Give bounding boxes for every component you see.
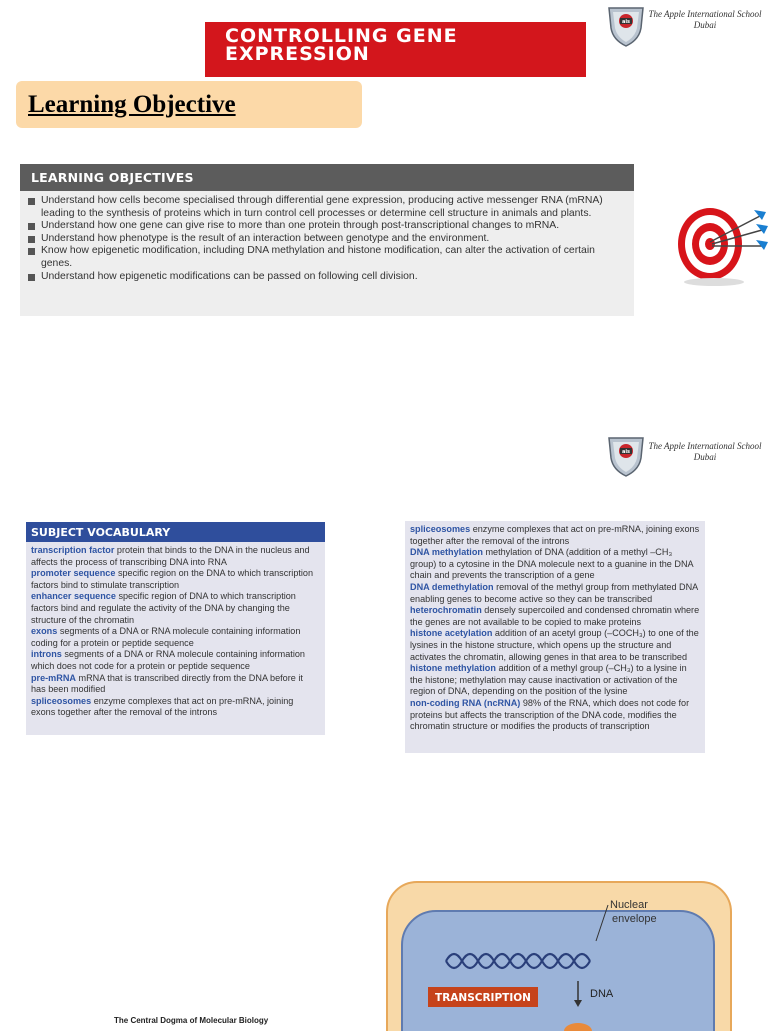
vocab-def: enzyme complexes that act on pre-mRNA, joining exons together after the removal of the introns [410,524,700,546]
vocab-entry [31,649,320,672]
vocab-def: specific region on the DNA to which transcription factors bind to stimulate transcription [31,568,314,590]
objective-item: Understand how phenotype is the result of an interaction between genotype and the environment. [28,233,628,246]
vocab-def: densely supercoiled and condensed chromatin where the genes are not available to be copied to make proteins [410,605,700,627]
objectives-list [20,195,634,283]
vocab-term: DNA methylation [410,547,483,558]
vocab-term: transcription factor [31,545,115,555]
central-dogma-caption: The Central Dogma of Molecular Biology [114,1016,269,1025]
objective-item: Know how epigenetic modification, including DNA methylation and histone modification, can alter the activation of certain genes. [28,245,628,270]
vocab-entry [410,628,700,663]
vocab-entry [31,591,320,626]
cell-diagram [386,881,732,1031]
vocab-entry [31,626,320,649]
title-banner [205,22,586,77]
objective-item: Understand how epigenetic modifications can be passed on following cell division. [28,271,628,284]
vocab-term: histone acetylation [410,628,493,639]
school-name-line2: Dubai [693,452,717,462]
school-name [647,9,763,31]
vocab-def: removal of the methyl group from methylated DNA enabling genes to become active so they can be transcribed [410,581,698,604]
subject-vocabulary-continued-box [405,521,705,753]
vocab-def: 98% of the RNA, which does not code for proteins but affects the transcription of the DNA code, modifies the chromatin structure or modifies the products of transcription [410,697,690,732]
objectives-title: LEARNING OBJECTIVES [20,164,634,191]
banner-line-2: EXPRESSION [225,43,370,65]
target-icon [674,196,768,290]
vocab-term: enhancer sequence [31,591,116,602]
vocab-entry [31,568,320,591]
nucleus [402,911,714,1031]
school-name-line1: The Apple International School [648,9,762,19]
vocab-entry [410,547,700,582]
nuclear-envelope-label: Nuclear [610,899,648,911]
vocab-term: spliceosomes [410,524,471,534]
vocab-term: non-coding RNA (ncRNA) [410,697,521,708]
vocab-term: DNA demethylation [410,581,494,592]
vocab-entry [410,663,700,698]
school-name [647,441,763,463]
vocabulary-title: SUBJECT VOCABULARY [26,522,325,542]
vocab-term: exons [31,626,58,637]
school-name-line2: Dubai [693,20,717,30]
subject-vocabulary-box [26,522,325,735]
vocab-def: specific region of DNA to which transcription factors bind and regulate the activity of the DNA by changing the structure of the chromatin [31,591,296,625]
vocab-def: protein that binds to the DNA in the nucleus and affects the process of transcribing DNA into RNA [31,545,310,567]
school-crest-icon [603,2,649,48]
transcription-label: TRANSCRIPTION [435,992,531,1004]
vocab-entry [31,545,320,568]
school-crest-icon [603,432,649,478]
vocab-entry [410,524,700,547]
vocab-term: heterochromatin [410,605,482,616]
vocab-term: histone methylation [410,663,496,674]
vocab-entry [410,605,700,628]
vocab-def: addition of an acetyl group (–COCH₃) to one of the lysines in the histone structure, which opens up the structure and activates the chromatin, allowing genes in that area to be transcribed [410,628,699,662]
learning-objective-header [16,81,362,128]
vocab-entry [31,673,320,696]
dna-label: DNA [590,988,614,1000]
crest-text: ais [621,449,631,455]
school-name-line1: The Apple International School [648,441,762,451]
objective-item: Understand how cells become specialised through differential gene expression, producing active messenger RNA (mRNA) leading to the synthesis of proteins which in turn control cell processes or determine cell structure in animals and plants. [28,195,628,220]
vocab-term: spliceosomes [31,695,92,706]
learning-objectives-box [20,164,634,316]
banner-line-1: CONTROLLING GENE [225,25,458,47]
vocab-term: introns [31,649,62,660]
vocab-def: enzyme complexes that act on pre-mRNA, joining exons together after the removal of the introns [31,695,294,718]
vocab-entry [410,698,700,733]
learning-objective-title: Learning Objective [28,91,236,118]
vocab-entry [31,696,320,719]
vocab-def: segments of a DNA or RNA molecule containing information which does not code for a protein or peptide sequence [31,649,305,671]
school-logo [603,2,763,52]
vocab-term: pre-mRNA [31,672,76,683]
vocab-def: addition of a methyl group (–CH₃) to a lysine in the histone; methylation may cause inactivation or activation of the region of DNA, depending on the position of the lysine [410,663,687,697]
nuclear-envelope-label-2: envelope [612,913,657,925]
vocab-def: mRNA that is transcribed directly from the DNA before it has been modified [31,672,303,695]
vocab-def: methylation of DNA (addition of a methyl –CH₃ group) to a cytosine in the DNA molecule next to a guanine in the DNA chain and prevents the transcription of a gene [410,547,694,581]
crest-text: ais [621,19,631,25]
vocab-term: promoter sequence [31,568,116,579]
vocab-def: segments of a DNA or RNA molecule containing information coding for a protein or peptide sequence [31,626,301,648]
vocab-entry [410,582,700,605]
school-logo [603,432,763,482]
objective-item: Understand how one gene can give rise to more than one protein through post-transcriptional changes to mRNA. [28,220,628,233]
